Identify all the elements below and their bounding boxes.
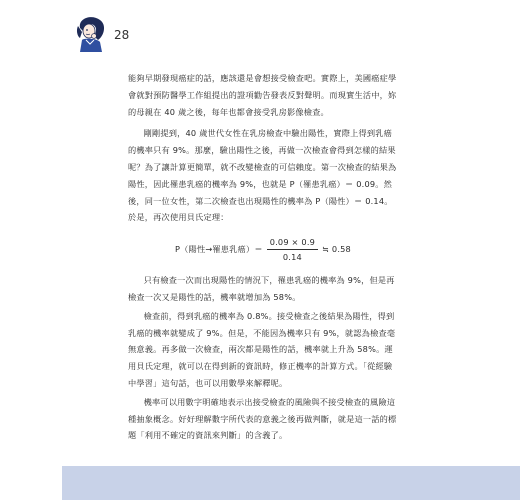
- girl-thinking-icon: [74, 14, 110, 52]
- paragraph: 機率可以用數字明確地表示出接受檢查的風險與不接受檢查的風險這種抽象概念。好好理解數字所代表的意義之後再做判斷，就是這一話的標題「利用不確定的資訊來判斷」的含義了。: [128, 396, 397, 441]
- fraction: [267, 236, 318, 263]
- paragraph: 只有檢查一次而出現陽性的情況下，罹患乳癌的機率為 9%，但是再檢查一次又是陽性的話，機率就增加為 58%。: [128, 275, 395, 302]
- fraction-numerator: 0.09 × 0.9: [267, 236, 318, 250]
- footer-band: [62, 466, 520, 500]
- page-number: 28: [114, 28, 130, 42]
- paragraph: 檢查前，得到乳癌的機率為 0.8%。接受檢查之後結果為陽性，得到乳癌的機率就變成了 9%。但是，不能因為機率只有 9%，就認為檢查毫無意義。再多做一次檢查，兩次都是陽性的話，機率就上升為 58%。運用貝氏定理，就可以在得到新的資訊時，修正機率的計算方式。「從經驗中學習」這句話，也可以用數學來解釋呢。: [128, 310, 396, 388]
- formula-result: ≒ 0.58: [322, 243, 351, 254]
- formula-lhs: P（陽性→罹患乳癌）＝: [175, 243, 263, 254]
- paragraph: 能夠早期發現癌症的話，應該還是會想接受檢查吧。實際上，美國癌症學會就對預防醫學工作組提出的證項勸告發表反對聲明。而現實生活中，妳的母親在 40 歲之後，每年也都會接受乳房影像檢查。: [128, 73, 397, 117]
- bayes-formula: [128, 234, 398, 264]
- body-text: [128, 70, 398, 444]
- paragraph: 剛剛提到，40 歲世代女性在乳房檢查中驗出陽性，實際上得到乳癌的機率只有 9%。那麼，驗出陽性之後，再做一次檢查會得到怎樣的結果呢？為了讓計算更簡單，就不改變檢查的可信賴度。第一次檢查的結果為陽性，因此罹患乳癌的機率為 9%，也就是 P（罹患乳癌）＝ 0.09。然後，同一位女性，第二次檢查也出現陽性的機率為 P（陽性）＝ 0.14。於是，再次使用貝氏定理：: [128, 128, 397, 223]
- fraction-denominator: 0.14: [282, 251, 302, 262]
